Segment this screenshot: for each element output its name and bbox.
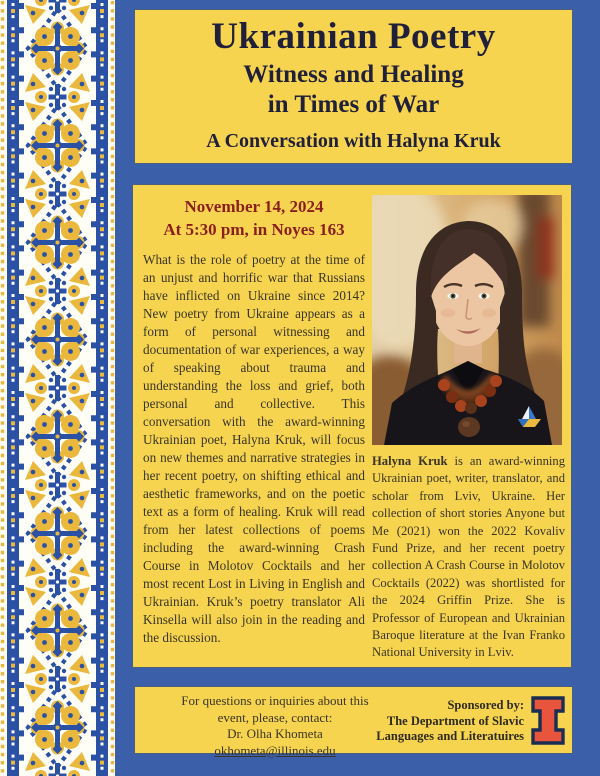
ukrainian-embroidery-pattern-icon (0, 0, 115, 776)
contact-person: Dr. Olha Khometa (227, 726, 323, 741)
illinois-block-i-icon (530, 695, 566, 746)
footer-panel (135, 687, 572, 758)
event-datetime (143, 195, 365, 241)
event-description: What is the role of poetry at the time of an unjust and horrific war that Russians have inflicted on Ukraine since 2014? New poetry from Ukraine appears as a form of personal witnessing and documentation of war experiences, a way of speaking about trauma and understanding the loss and grief, both personal and collective. This conversation with the award-winning Ukrainian poet, Halyna Kruk, will focus on new themes and narrative strategies in her recent poetry, on shifting ethical and aesthetic frameworks, and on the poetic text as a form of healing. Kruk will read from her latest collections of poems including the award-winning Crash Course in Molotov Cocktails and her most recent Lost in Living in English and Ukrainian. Kruk’s poetry translator Ali Kinsella will also join in the reading and the discussion. (143, 252, 365, 645)
contact-line1: For questions or inquiries about this (181, 693, 369, 708)
event-date: November 14, 2024 (184, 197, 324, 216)
main-panel (133, 185, 571, 667)
poster-tagline: A Conversation with Halyna Kruk (206, 130, 501, 152)
speaker-name: Halyna Kruk (372, 454, 448, 468)
sponsor-line2: The Department of Slavic (386, 713, 524, 728)
poster-title: Ukrainian Poetry (211, 16, 496, 57)
header-panel (135, 10, 572, 163)
contact-email-link[interactable]: okhometa@illinois.edu (214, 742, 336, 758)
event-time-location: At 5:30 pm, in Noyes 163 (163, 220, 345, 239)
poster-subtitle-line2: in Times of War (267, 91, 440, 118)
contact-line2: event, please, contact: (217, 709, 333, 725)
description-column (143, 193, 365, 647)
speaker-column (372, 195, 565, 662)
speaker-bio-text: is an award-winning Ukrainian poet, writer, translator, and scholar from Lviv, Ukraine. Her collection of short stories Anyone but Me (2021) won the 2022 Kovaliv Fund Prize, and her recent poetry collection A Crash Course in Molotov Cocktails (2022) was shortlisted for the 2024 Griffin Prize. She is Professor of European and Ukrainian Baroque literature at the Ivan Franko National University in Lviv. (372, 454, 565, 660)
speaker-photo (372, 195, 562, 445)
sponsor-line1: Sponsored by: (447, 698, 524, 712)
speaker-bio (372, 453, 565, 662)
sponsor-line3: Languages and Literatuires (376, 729, 524, 743)
sponsor-block (354, 698, 524, 745)
poster-subtitle-line1: Witness and Healing (243, 61, 464, 88)
